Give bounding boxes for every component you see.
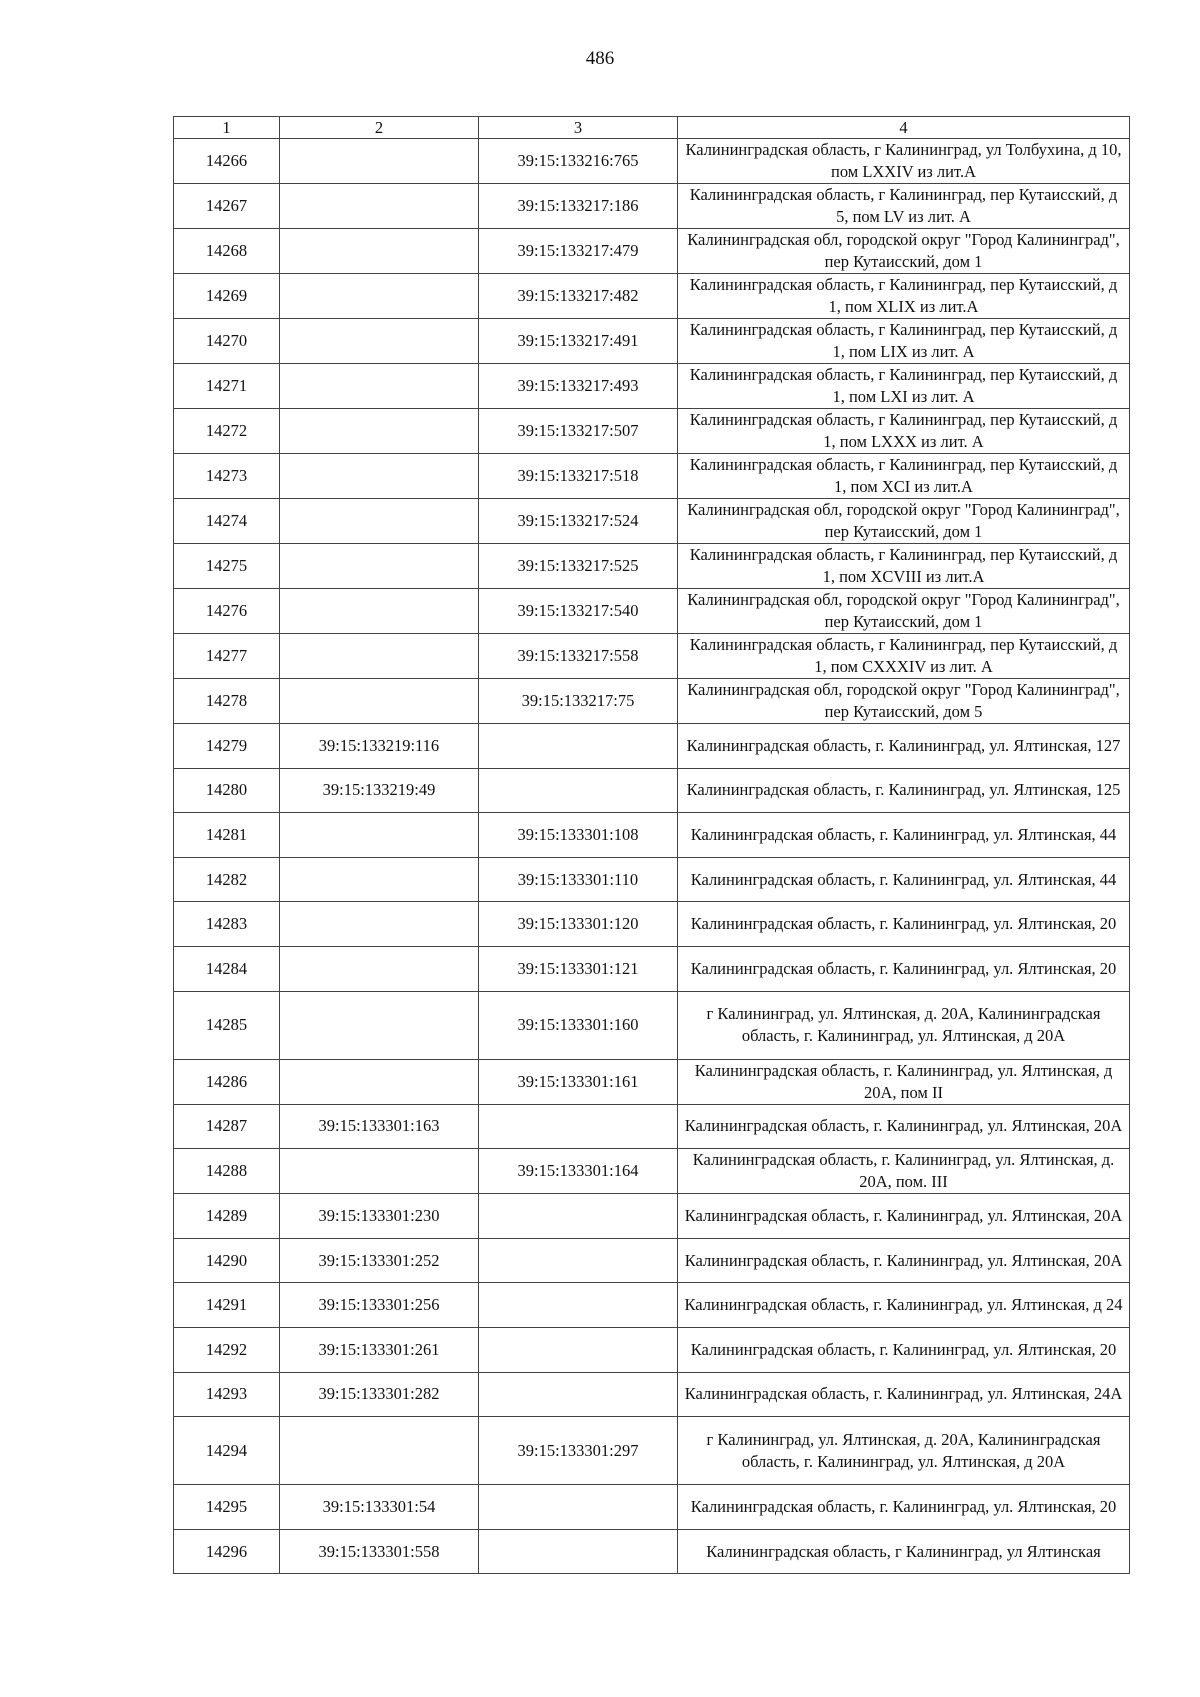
cell-number: 14279 [174,724,280,769]
cell-address: Калининградская область, г. Калининград, ул. Ялтинская, 20 [678,1485,1130,1530]
cell-cadastral-number-col3 [479,724,678,769]
cell-cadastral-number-col2 [280,364,479,409]
cell-cadastral-number-col2 [280,857,479,902]
table-row [174,857,1130,902]
cell-address: Калининградская обл, городской округ "Город Калининград", пер Кутаисский, дом 1 [678,589,1130,634]
table-row [174,634,1130,679]
table-row [174,724,1130,769]
cell-number: 14269 [174,274,280,319]
header-row [174,117,1130,139]
cell-number: 14286 [174,1059,280,1104]
table-row [174,1149,1130,1194]
cell-address: Калининградская область, г. Калининград, ул. Ялтинская, 127 [678,724,1130,769]
column-header-3: 3 [479,117,678,139]
table-row [174,1104,1130,1149]
cell-number: 14274 [174,499,280,544]
cell-cadastral-number-col2 [280,902,479,947]
cell-cadastral-number-col2: 39:15:133301:230 [280,1194,479,1239]
cell-cadastral-number-col2: 39:15:133301:261 [280,1327,479,1372]
cell-cadastral-number-col2 [280,184,479,229]
cell-address: Калининградская область, г Калининград, пер Кутаисский, д 1, пом XCI из лит.А [678,454,1130,499]
table-row [174,1327,1130,1372]
cell-cadastral-number-col2: 39:15:133301:54 [280,1485,479,1530]
cell-address: Калининградская область, г. Калининград, ул. Ялтинская, д 20А, пом II [678,1059,1130,1104]
cell-cadastral-number-col2: 39:15:133219:49 [280,768,479,813]
cell-cadastral-number-col3: 39:15:133217:186 [479,184,678,229]
cell-number: 14282 [174,857,280,902]
cell-address: Калининградская область, г. Калининград, ул. Ялтинская, 125 [678,768,1130,813]
cell-cadastral-number-col3 [479,1529,678,1574]
cell-address: Калининградская область, г. Калининград, ул. Ялтинская, 20А [678,1194,1130,1239]
table-row [174,946,1130,991]
cell-cadastral-number-col3 [479,768,678,813]
property-table [173,116,1130,1574]
cell-cadastral-number-col2: 39:15:133301:282 [280,1372,479,1417]
cell-cadastral-number-col3: 39:15:133301:297 [479,1417,678,1485]
cell-cadastral-number-col2 [280,634,479,679]
cell-cadastral-number-col3: 39:15:133217:493 [479,364,678,409]
cell-cadastral-number-col3: 39:15:133216:765 [479,139,678,184]
cell-address: Калининградская область, г Калининград, пер Кутаисский, д 1, пом CXXXIV из лит. А [678,634,1130,679]
cell-number: 14272 [174,409,280,454]
cell-cadastral-number-col2 [280,991,479,1059]
cell-address: Калининградская область, г. Калининград, ул. Ялтинская, 20А [678,1104,1130,1149]
cell-number: 14277 [174,634,280,679]
cell-address: г Калининград, ул. Ялтинская, д. 20А, Калининградская область, г. Калининград, ул. Ялтинская, д 20А [678,1417,1130,1485]
cell-cadastral-number-col3: 39:15:133217:518 [479,454,678,499]
cell-number: 14288 [174,1149,280,1194]
cell-number: 14275 [174,544,280,589]
table-row [174,1417,1130,1485]
cell-cadastral-number-col3: 39:15:133301:164 [479,1149,678,1194]
column-header-2: 2 [280,117,479,139]
table-row [174,544,1130,589]
cell-cadastral-number-col3: 39:15:133217:507 [479,409,678,454]
cell-cadastral-number-col3: 39:15:133217:540 [479,589,678,634]
cell-cadastral-number-col2 [280,1059,479,1104]
cell-number: 14280 [174,768,280,813]
page-number: 486 [585,48,615,69]
cell-number: 14273 [174,454,280,499]
cell-cadastral-number-col3: 39:15:133301:108 [479,813,678,858]
table-row [174,1485,1130,1530]
table-row [174,1372,1130,1417]
cell-cadastral-number-col2 [280,409,479,454]
cell-number: 14276 [174,589,280,634]
cell-cadastral-number-col2 [280,813,479,858]
cell-number: 14266 [174,139,280,184]
cell-cadastral-number-col3 [479,1283,678,1328]
table-row [174,139,1130,184]
table-row [174,902,1130,947]
table-row [174,229,1130,274]
cell-address: Калининградская область, г. Калининград, ул. Ялтинская, д 24 [678,1283,1130,1328]
cell-cadastral-number-col3: 39:15:133301:160 [479,991,678,1059]
cell-cadastral-number-col2: 39:15:133301:252 [280,1238,479,1283]
cell-address: Калининградская область, г Калининград, пер Кутаисский, д 1, пом LIX из лит. А [678,319,1130,364]
table-row [174,319,1130,364]
cell-address: Калининградская область, г Калининград, пер Кутаисский, д 5, пом LV из лит. А [678,184,1130,229]
cell-number: 14278 [174,679,280,724]
cell-address: Калининградская область, г Калининград, ул Толбухина, д 10, пом LXXIV из лит.А [678,139,1130,184]
table-row [174,499,1130,544]
cell-cadastral-number-col3: 39:15:133301:121 [479,946,678,991]
cell-cadastral-number-col3 [479,1485,678,1530]
cell-cadastral-number-col3: 39:15:133301:120 [479,902,678,947]
table-row [174,1194,1130,1239]
table-row [174,589,1130,634]
cell-cadastral-number-col2 [280,544,479,589]
table-row [174,1238,1130,1283]
cell-number: 14281 [174,813,280,858]
cell-address: Калининградская область, г. Калининград, ул. Ялтинская, 24А [678,1372,1130,1417]
table-row [174,409,1130,454]
cell-cadastral-number-col2 [280,589,479,634]
cell-cadastral-number-col3: 39:15:133301:110 [479,857,678,902]
cell-address: Калининградская область, г. Калининград, ул. Ялтинская, 20 [678,946,1130,991]
table-header [174,117,1130,139]
cell-cadastral-number-col2: 39:15:133301:558 [280,1529,479,1574]
cell-address: Калининградская область, г Калининград, пер Кутаисский, д 1, пом LXI из лит. А [678,364,1130,409]
cell-cadastral-number-col2: 39:15:133219:116 [280,724,479,769]
cell-number: 14268 [174,229,280,274]
cell-cadastral-number-col3: 39:15:133217:75 [479,679,678,724]
cell-cadastral-number-col3 [479,1327,678,1372]
cell-cadastral-number-col3: 39:15:133217:491 [479,319,678,364]
cell-number: 14291 [174,1283,280,1328]
table-row [174,1059,1130,1104]
table-row [174,991,1130,1059]
cell-cadastral-number-col3 [479,1372,678,1417]
column-header-4: 4 [678,117,1130,139]
cell-number: 14287 [174,1104,280,1149]
cell-cadastral-number-col2: 39:15:133301:163 [280,1104,479,1149]
table-row [174,1283,1130,1328]
cell-address: Калининградская область, г Калининград, пер Кутаисский, д 1, пом XLIX из лит.А [678,274,1130,319]
cell-cadastral-number-col2 [280,229,479,274]
cell-cadastral-number-col2 [280,1417,479,1485]
cell-number: 14285 [174,991,280,1059]
cell-cadastral-number-col2 [280,139,479,184]
cell-address: Калининградская обл, городской округ "Город Калининград", пер Кутаисский, дом 5 [678,679,1130,724]
table-row [174,679,1130,724]
cell-cadastral-number-col3: 39:15:133301:161 [479,1059,678,1104]
cell-number: 14271 [174,364,280,409]
cell-cadastral-number-col2 [280,319,479,364]
cell-cadastral-number-col3 [479,1194,678,1239]
cell-address: Калининградская область, г Калининград, пер Кутаисский, д 1, пом LXXX из лит. А [678,409,1130,454]
cell-address: Калининградская область, г. Калининград, ул. Ялтинская, 44 [678,813,1130,858]
table-body [174,139,1130,1574]
table-row [174,813,1130,858]
cell-cadastral-number-col2 [280,499,479,544]
cell-cadastral-number-col2: 39:15:133301:256 [280,1283,479,1328]
cell-number: 14289 [174,1194,280,1239]
cell-cadastral-number-col3 [479,1238,678,1283]
cell-cadastral-number-col3: 39:15:133217:558 [479,634,678,679]
cell-cadastral-number-col3: 39:15:133217:524 [479,499,678,544]
cell-cadastral-number-col2 [280,274,479,319]
table-row [174,1529,1130,1574]
cell-address: Калининградская область, г Калининград, ул Ялтинская [678,1529,1130,1574]
cell-cadastral-number-col3 [479,1104,678,1149]
cell-number: 14290 [174,1238,280,1283]
cell-number: 14283 [174,902,280,947]
table-row [174,768,1130,813]
table-row [174,184,1130,229]
cell-number: 14294 [174,1417,280,1485]
table-row [174,364,1130,409]
table-row [174,454,1130,499]
cell-cadastral-number-col2 [280,946,479,991]
cell-address: Калининградская обл, городской округ "Город Калининград", пер Кутаисский, дом 1 [678,229,1130,274]
cell-number: 14296 [174,1529,280,1574]
cell-cadastral-number-col3: 39:15:133217:479 [479,229,678,274]
cell-cadastral-number-col3: 39:15:133217:525 [479,544,678,589]
cell-cadastral-number-col2 [280,679,479,724]
table-row [174,274,1130,319]
cell-address: Калининградская обл, городской округ "Город Калининград", пер Кутаисский, дом 1 [678,499,1130,544]
cell-cadastral-number-col2 [280,454,479,499]
cell-number: 14292 [174,1327,280,1372]
cell-number: 14293 [174,1372,280,1417]
cell-address: Калининградская область, г. Калининград, ул. Ялтинская, 20 [678,902,1130,947]
cell-cadastral-number-col3: 39:15:133217:482 [479,274,678,319]
cell-address: Калининградская область, г Калининград, пер Кутаисский, д 1, пом XCVIII из лит.А [678,544,1130,589]
column-header-1: 1 [174,117,280,139]
cell-address: Калининградская область, г. Калининград, ул. Ялтинская, д. 20А, пом. III [678,1149,1130,1194]
cell-number: 14267 [174,184,280,229]
cell-number: 14270 [174,319,280,364]
cell-address: Калининградская область, г. Калининград, ул. Ялтинская, 44 [678,857,1130,902]
cell-address: Калининградская область, г. Калининград, ул. Ялтинская, 20А [678,1238,1130,1283]
cell-address: г Калининград, ул. Ялтинская, д. 20А, Калининградская область, г. Калининград, ул. Ялтинская, д 20А [678,991,1130,1059]
cell-cadastral-number-col2 [280,1149,479,1194]
cell-number: 14284 [174,946,280,991]
cell-address: Калининградская область, г. Калининград, ул. Ялтинская, 20 [678,1327,1130,1372]
cell-number: 14295 [174,1485,280,1530]
